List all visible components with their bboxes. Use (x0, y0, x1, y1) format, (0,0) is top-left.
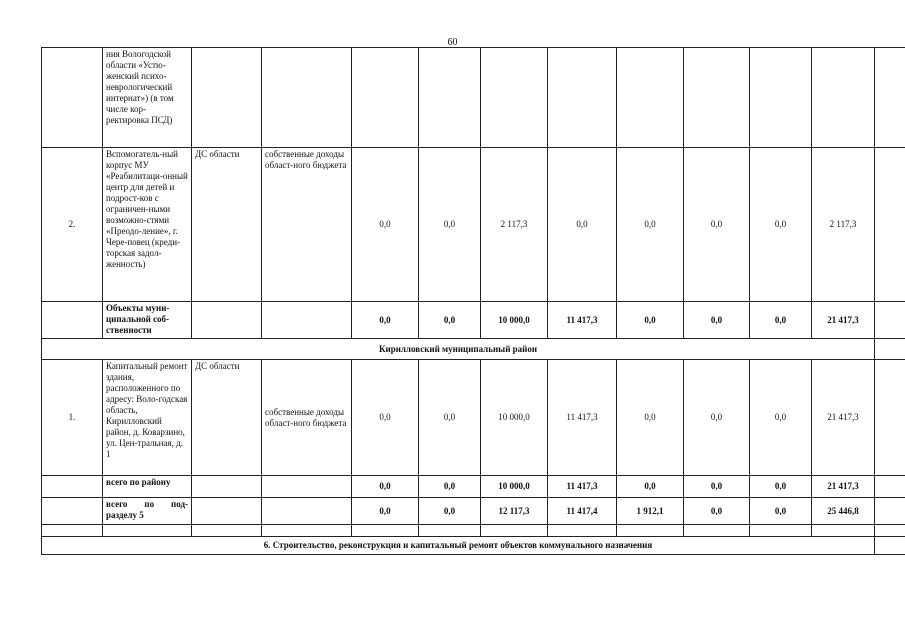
value-cell: 0,0 (684, 360, 750, 476)
section-heading: 6. Строительство, реконструкция и капитальный ремонт объектов коммунального назначения (42, 537, 875, 555)
value-cell: 0,0 (419, 476, 481, 498)
customer: ДС области (192, 148, 262, 302)
value-cell: 11 417,4 (548, 498, 617, 525)
value-cell: 0,0 (419, 498, 481, 525)
district-heading: Кирилловский муниципальный район (42, 339, 875, 360)
table-row (42, 148, 905, 302)
value-cell: 21 417,3 (812, 476, 875, 498)
object-name: ния Вологодской области «Устю-женский психо-неврологический интернат») (в том числе кор-ректировка ПСД) (103, 48, 192, 148)
value-cell: 0,0 (684, 148, 750, 302)
budget-table (41, 47, 905, 555)
value-cell: 21 417,3 (812, 302, 875, 339)
value-cell: 0,0 (419, 360, 481, 476)
value-cell: 0,0 (750, 498, 812, 525)
value-cell: 0,0 (352, 148, 419, 302)
value-cell: 0,0 (419, 148, 481, 302)
value-cell: 0,0 (352, 302, 419, 339)
value-cell: 0,0 (684, 476, 750, 498)
value-cell: 11 417,3 (548, 476, 617, 498)
table-row (42, 360, 905, 476)
value-cell: 21 417,3 (812, 360, 875, 476)
subtotal-label: Объекты муни-ципальной соб-ственности (103, 302, 192, 339)
table-row (42, 498, 905, 525)
table-row (42, 339, 905, 360)
value-cell: 0,0 (617, 476, 684, 498)
value-cell: 11 417,3 (548, 302, 617, 339)
value-cell: 25 446,8 (812, 498, 875, 525)
table-row (42, 302, 905, 339)
row-number: 1. (42, 360, 103, 476)
value-cell: 11 417,3 (548, 360, 617, 476)
value-cell: 2 117,3 (481, 148, 548, 302)
funding-source: собственные доходы област-ного бюджета (262, 360, 352, 476)
funding-source: собственные доходы област-ного бюджета (262, 148, 352, 302)
value-cell: 0,0 (750, 302, 812, 339)
subtotal-label: всего по району (103, 476, 192, 498)
value-cell: 0,0 (750, 360, 812, 476)
value-cell: 0,0 (684, 302, 750, 339)
value-cell: 0,0 (617, 148, 684, 302)
object-name: Капитальный ремонт здания, расположенного по адресу: Воло-годская область, Кирилловский район, д. Коварзино, ул. Цен-тральная, д. 1 (103, 360, 192, 476)
value-cell: 1 912,1 (617, 498, 684, 525)
value-cell: 0,0 (684, 498, 750, 525)
customer: ДС области (192, 360, 262, 476)
value-cell: 0,0 (352, 498, 419, 525)
value-cell: 0,0 (352, 360, 419, 476)
table-row (42, 525, 905, 537)
table-row (42, 48, 905, 148)
page-number: 60 (447, 37, 458, 48)
value-cell: 0,0 (750, 476, 812, 498)
value-cell: 0,0 (617, 360, 684, 476)
subtotal-label: всего по под-разделу 5 (103, 498, 192, 525)
value-cell: 0,0 (352, 476, 419, 498)
object-name: Вспомогатель-ный корпус МУ «Реабилитаци-онный центр для детей и подрост-ков с ограничен-ными возможно-стями «Преодо-ление», г. Чере-повец (креди-торская задол-женность) (103, 148, 192, 302)
value-cell: 0,0 (548, 148, 617, 302)
value-cell: 0,0 (419, 302, 481, 339)
value-cell: 10 000,0 (481, 302, 548, 339)
value-cell: 10 000,0 (481, 476, 548, 498)
value-cell: 12 117,3 (481, 498, 548, 525)
row-number: 2. (42, 148, 103, 302)
table-row (42, 537, 905, 555)
table-row (42, 476, 905, 498)
value-cell: 0,0 (617, 302, 684, 339)
value-cell: 0,0 (750, 148, 812, 302)
value-cell: 2 117,3 (812, 148, 875, 302)
value-cell: 10 000,0 (481, 360, 548, 476)
